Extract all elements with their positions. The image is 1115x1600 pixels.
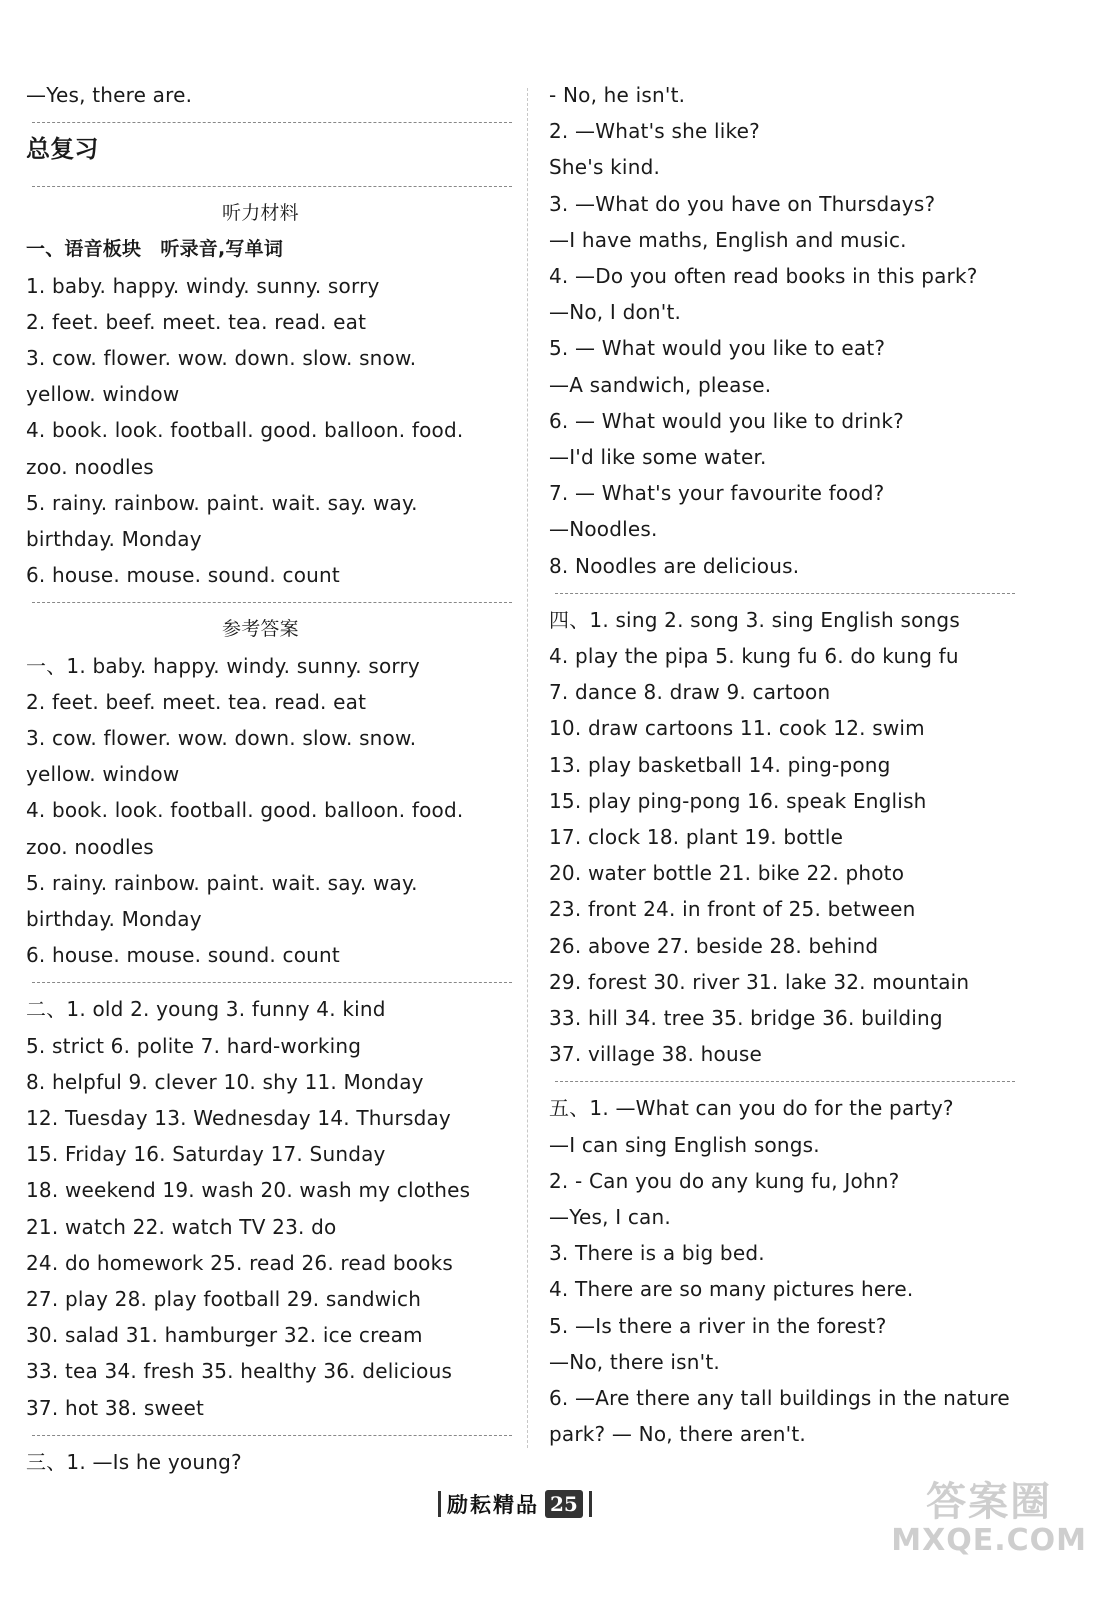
text-line: 3. There is a big bed.	[549, 1241, 765, 1266]
page-number: 25	[545, 1490, 583, 1518]
text-line: birthday. Monday	[26, 907, 202, 931]
page-footer	[432, 1488, 598, 1520]
footer-bar-right	[589, 1491, 592, 1517]
text-line: 4. book. look. football. good. balloon. food.	[26, 418, 464, 443]
text-line: 15. Friday 16. Saturday 17. Sunday	[26, 1142, 386, 1167]
footer-brand: 励耘精品	[447, 1492, 539, 1517]
text-line: 6. house. mouse. sound. count	[26, 563, 340, 588]
section-separator	[32, 982, 512, 983]
text-line: 5. —Is there a river in the forest?	[549, 1313, 887, 1338]
text-line: - No, he isn't.	[549, 83, 686, 107]
text-line: 20. water bottle 21. bike 22. photo	[549, 861, 905, 886]
section-separator	[32, 186, 512, 187]
text-line: zoo. noodles	[26, 834, 154, 859]
text-line: 4. —Do you often read books in this park?	[549, 264, 978, 288]
text-line: 23. front 24. in front of 25. between	[549, 897, 916, 922]
text-line: park? — No, there aren't.	[549, 1422, 806, 1447]
text-line: 21. watch 22. watch TV 23. do	[26, 1214, 337, 1239]
text-line: 8. Noodles are delicious.	[549, 553, 800, 578]
text-line: 2. feet. beef. meet. tea. read. eat	[26, 309, 367, 334]
text-line: 6. —Are there any tall buildings in the nature	[549, 1386, 1010, 1410]
subheading: 参考答案	[222, 618, 299, 641]
text-line: 四、1. sing 2. song 3. sing English songs	[549, 607, 960, 632]
text-line: 3. cow. flower. wow. down. slow. snow.	[26, 726, 417, 750]
text-line: 13. play basketball 14. ping-pong	[549, 752, 891, 777]
text-line: 二、1. old 2. young 3. funny 4. kind	[26, 997, 386, 1022]
footer-bar-left	[438, 1491, 441, 1517]
text-line: 三、1. —Is he young?	[26, 1449, 242, 1474]
section-separator	[555, 1081, 1015, 1082]
text-line: 10. draw cartoons 11. cook 12. swim	[549, 716, 925, 741]
text-line: 4. There are so many pictures here.	[549, 1277, 914, 1302]
text-line: 7. dance 8. draw 9. cartoon	[549, 680, 831, 705]
text-line: 1. baby. happy. windy. sunny. sorry	[26, 273, 380, 298]
text-line: —Noodles.	[549, 517, 658, 542]
text-line: 3. —What do you have on Thursdays?	[549, 191, 936, 216]
text-line: 6. house. mouse. sound. count	[26, 943, 340, 968]
text-line: 5. rainy. rainbow. paint. wait. say. way.	[26, 490, 418, 515]
text-line: 12. Tuesday 13. Wednesday 14. Thursday	[26, 1106, 451, 1130]
text-line: 37. hot 38. sweet	[26, 1395, 205, 1420]
text-line: 2. - Can you do any kung fu, John?	[549, 1168, 900, 1193]
text-line: 4. play the pipa 5. kung fu 6. do kung fu	[549, 644, 959, 668]
text-line: birthday. Monday	[26, 527, 202, 551]
section-separator	[32, 122, 512, 123]
text-line: 2. —What's she like?	[549, 119, 760, 144]
text-line: yellow. window	[26, 762, 180, 787]
text-line: —I can sing English songs.	[549, 1132, 820, 1157]
text-line: zoo. noodles	[26, 454, 154, 479]
text-line: 27. play 28. play football 29. sandwich	[26, 1287, 422, 1311]
section-separator	[555, 593, 1015, 594]
text-line: 5. rainy. rainbow. paint. wait. say. way.	[26, 870, 418, 895]
watermark	[891, 1480, 1087, 1558]
subheading: 听力材料	[222, 202, 299, 225]
text-line: 7. — What's your favourite food?	[549, 481, 885, 506]
text-line: 8. helpful 9. clever 10. shy 11. Monday	[26, 1069, 424, 1094]
text-line: 2. feet. beef. meet. tea. read. eat	[26, 689, 367, 714]
text-line: —No, I don't.	[549, 300, 682, 325]
section-separator	[32, 1435, 512, 1436]
text-line: —I'd like some water.	[549, 445, 767, 469]
text-line: 15. play ping-pong 16. speak English	[549, 788, 927, 813]
section: 一、语音板块 听录音,写单词	[26, 238, 284, 261]
text-line: 五、1. —What can you do for the party?	[549, 1096, 954, 1121]
text-line: 4. book. look. football. good. balloon. food.	[26, 798, 464, 823]
text-line: 5. — What would you like to eat?	[549, 336, 886, 361]
text-line: 一、1. baby. happy. windy. sunny. sorry	[26, 653, 420, 678]
text-line: 6. — What would you like to drink?	[549, 408, 904, 433]
text-line: —No, there isn't.	[549, 1349, 720, 1374]
section-separator	[32, 602, 512, 603]
text-line: —Yes, there are.	[26, 83, 193, 107]
heading: 总复习	[26, 135, 99, 164]
text-line: 26. above 27. beside 28. behind	[549, 933, 879, 958]
text-line: 18. weekend 19. wash 20. wash my clothes	[26, 1178, 471, 1203]
text-line: 33. hill 34. tree 35. bridge 36. building	[549, 1006, 943, 1030]
text-line: 5. strict 6. polite 7. hard-working	[26, 1033, 362, 1058]
watermark-cn: 答案圈	[926, 1479, 1053, 1525]
text-line: 24. do homework 25. read 26. read books	[26, 1250, 453, 1275]
text-line: yellow. window	[26, 382, 180, 407]
text-line: —Yes, I can.	[549, 1205, 671, 1229]
text-line: —I have maths, English and music.	[549, 227, 907, 252]
text-line: 37. village 38. house	[549, 1042, 762, 1067]
text-line: 33. tea 34. fresh 35. healthy 36. delicious	[26, 1359, 453, 1384]
text-line: 3. cow. flower. wow. down. slow. snow.	[26, 346, 417, 370]
column-divider	[527, 88, 528, 1448]
text-line: 29. forest 30. river 31. lake 32. mountain	[549, 969, 970, 994]
watermark-en: MXQE.COM	[891, 1523, 1087, 1558]
text-line: 30. salad 31. hamburger 32. ice cream	[26, 1323, 423, 1348]
text-line: 17. clock 18. plant 19. bottle	[549, 825, 844, 849]
text-line: —A sandwich, please.	[549, 372, 772, 397]
text-line: She's kind.	[549, 155, 661, 180]
